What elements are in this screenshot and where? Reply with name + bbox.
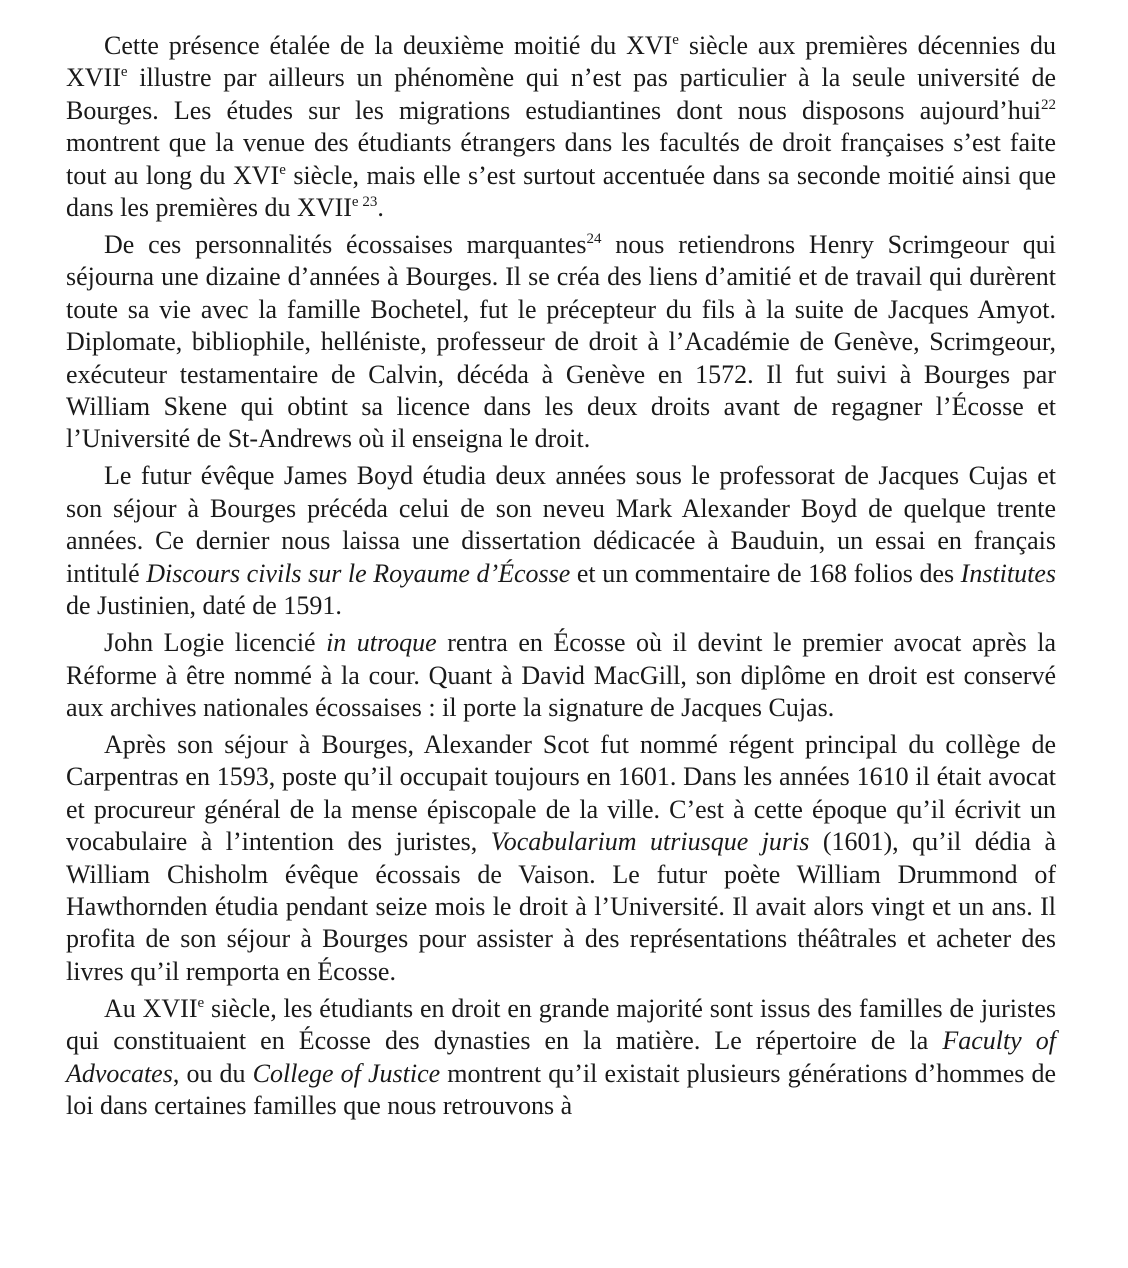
text-run: Au XVII — [104, 993, 198, 1023]
superscript: 24 — [586, 231, 602, 248]
italic-text: Faculty of Advocates — [66, 1026, 1056, 1088]
paragraph — [66, 993, 1056, 1123]
text-run: rentra en Écosse où il devint le premier avocat après la Réforme à être nommé à la cour. Quant à David MacGill, son diplôme en droit est conservé aux archives nationales écossaises : il porte la signature de Jacques Cujas. — [66, 628, 1056, 722]
superscript: e — [120, 64, 128, 81]
italic-text: Institutes — [960, 558, 1056, 588]
text-run: (1601), qu’il dédia à William Chisholm évêque écossais de Vaison. Le futur poète William Drummond of Hawthornden étudia pendant seize mois le droit à l’Université. Il avait alors vingt et un ans. Il profita de son séjour à Bourges pour assister à des représentations théâtrales et acheter des livres qu’il remporta en Écosse. — [66, 827, 1057, 986]
text-run: . — [377, 193, 384, 223]
superscript: e — [672, 32, 679, 48]
text-run: nous retiendrons Henry Scrimgeour qui séjourna une dizaine d’années à Bourges. Il se créa des liens d’amitié et de travail qui durèrent toute sa vie avec la famille Bochetel, fut le précepteur du fils à la suite de Jacques Amyot. Diplomate, bibliophile, helléniste, professeur de droit à l’Académie de Genève, Scrimgeour, exécuteur testamentaire de Calvin, décéda à Genève en 1572. Il fut suivi à Bourges par William Skene qui obtint sa licence dans les deux droits avant de regagner l’Écosse et l’Université de St-Andrews où il enseigna le droit. — [66, 230, 1056, 454]
text-run: John Logie licencié — [104, 628, 327, 658]
superscript: e — [197, 994, 205, 1011]
text-run: De ces personnalités écossaises marquantes — [104, 230, 587, 260]
document-page — [66, 30, 1056, 1127]
italic-text: College of Justice — [252, 1058, 441, 1088]
text-run: siècle, mais elle s’est surtout accentuée dans sa seconde moitié ainsi que dans les premières du XVII — [66, 160, 1056, 223]
superscript: e — [279, 161, 286, 178]
italic-text: Vocabularium utriusque juris — [490, 827, 810, 857]
text-run: Cette présence étalée de la deuxième moitié du XVI — [104, 31, 673, 60]
paragraph — [66, 729, 1056, 988]
paragraph — [66, 229, 1056, 456]
text-run: Après son séjour à Bourges, Alexander Scot fut nommé régent principal du collège de Carpentras en 1593, poste qu’il occupait toujours en 1601. Dans les années 1610 il était avocat et procureur général de la mense épiscopale de la ville. C’est à cette époque qu’il écrivit un vocabulaire à l’intention des juristes, — [66, 729, 1056, 857]
italic-text: in utroque — [326, 628, 437, 658]
italic-text: Discours civils sur le Royaume d’Écosse — [146, 558, 571, 588]
text-run: siècle aux premières décennies du XVII — [66, 31, 1056, 93]
superscript: e 23 — [351, 194, 378, 211]
paragraph — [66, 30, 1056, 224]
text-run: , ou du — [172, 1058, 253, 1088]
text-run: illustre par ailleurs un phénomène qui n’est pas particulier à la seule université de Bourges. Les études sur les migrations estudiantines dont nous disposons aujourd’hui — [66, 63, 1056, 125]
paragraph — [66, 627, 1056, 724]
text-run: et un commentaire de 168 folios des — [570, 558, 961, 588]
superscript: 22 — [1041, 96, 1056, 113]
text-run: Le futur évêque James Boyd étudia deux années sous le professorat de Jacques Cujas et son séjour à Bourges précéda celui de son neveu Mark Alexander Boyd de quelque trente années. Ce dernier nous laissa une dissertation dédicacée à Bauduin, un essai en français intitulé — [66, 461, 1056, 588]
text-run: de Justinien, daté de 1591. — [66, 591, 342, 621]
paragraph — [66, 460, 1056, 622]
text-run: montrent qu’il existait plusieurs générations d’hommes de loi dans certaines familles que nous retrouvons à — [66, 1058, 1057, 1120]
text-run: montrent que la venue des étudiants étrangers dans les facultés de droit françaises s’est faite tout au long du XVI — [66, 128, 1056, 190]
text-run: siècle, les étudiants en droit en grande majorité sont issus des familles de juristes qui constituaient en Écosse des dynasties en la matière. Le répertoire de la — [66, 993, 1056, 1056]
